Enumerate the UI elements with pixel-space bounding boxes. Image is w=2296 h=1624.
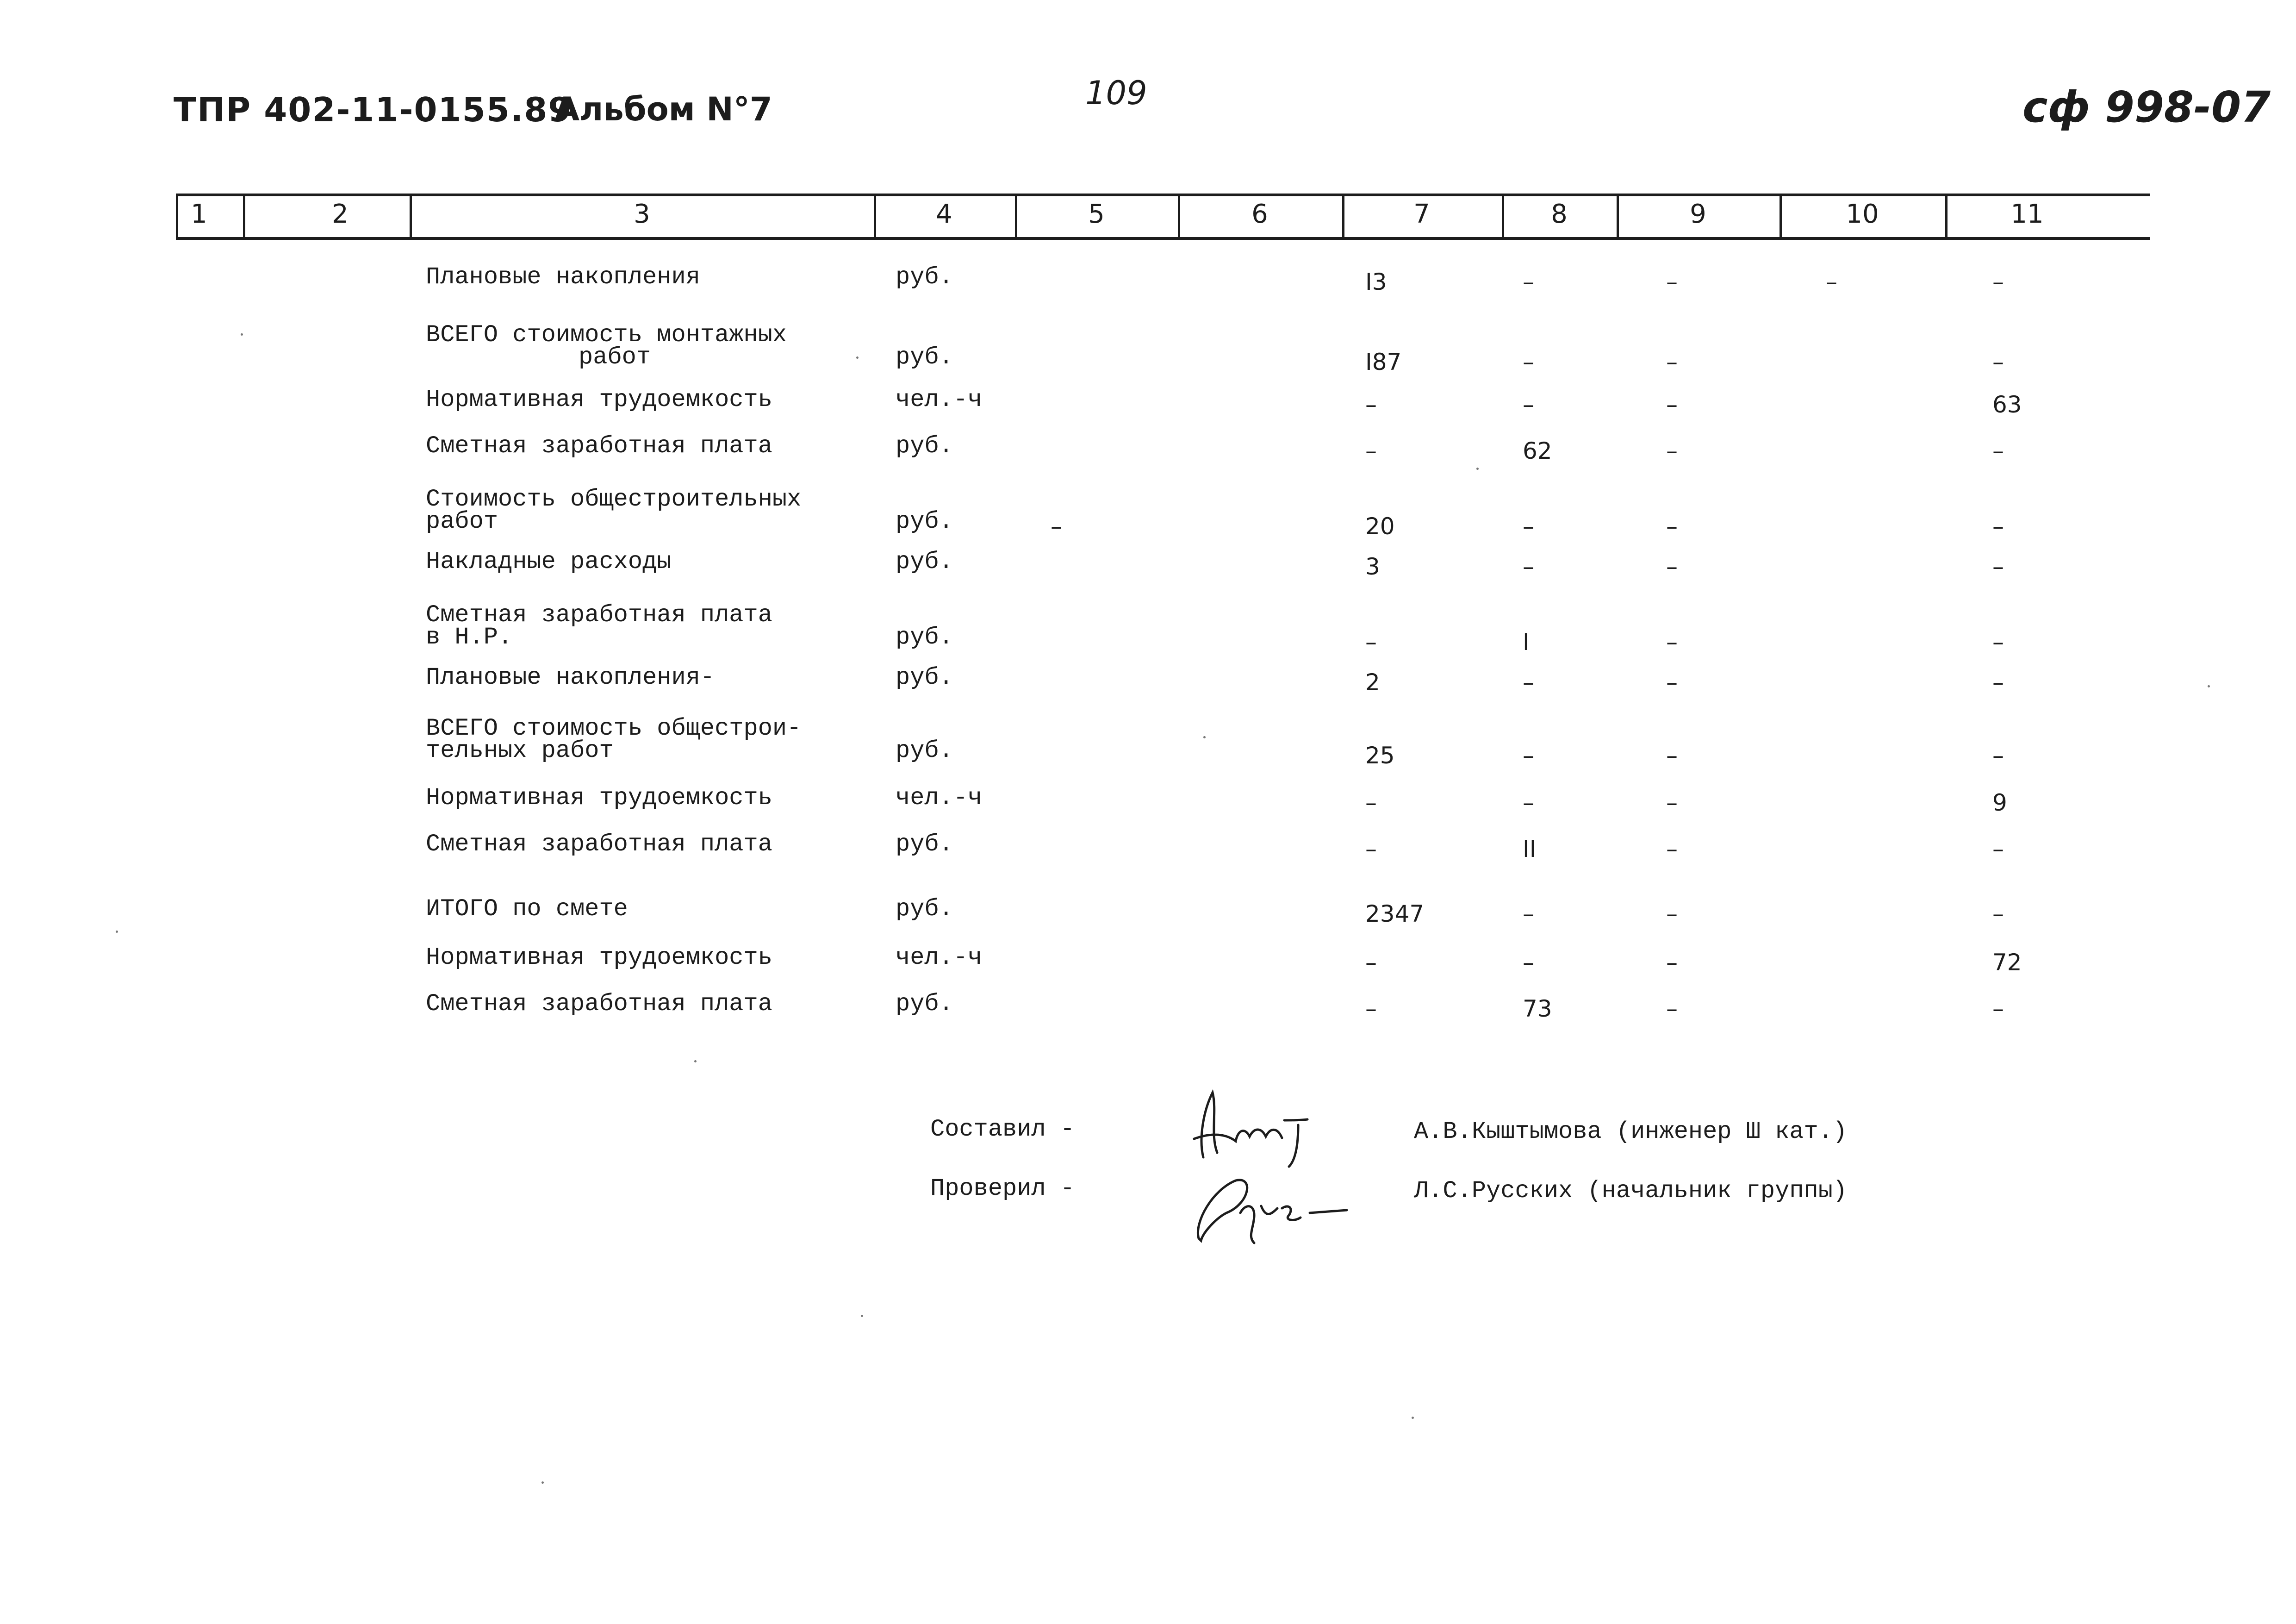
row-value-col-11: – — [1992, 269, 2004, 295]
row-value-col-7: – — [1365, 995, 1377, 1022]
row-unit: руб. — [896, 664, 953, 691]
scan-speck — [541, 1481, 544, 1484]
row-label: Нормативная трудоемкость — [426, 944, 772, 971]
row-label: Сметная заработная плата — [426, 831, 772, 858]
row-value-col-7: I3 — [1365, 269, 1387, 295]
document-code: ТПР 402-11-0155.89 — [174, 90, 572, 129]
album-label: Альбом N°7 — [554, 90, 772, 128]
row-label: Сметная заработная плата — [426, 432, 772, 460]
row-value-col-11: – — [1992, 900, 2004, 927]
row-label: Плановые накопления- — [426, 664, 715, 691]
row-value-col-7: – — [1365, 437, 1377, 464]
row-value-col-9: – — [1666, 789, 1678, 816]
scan-speck — [1476, 468, 1479, 470]
row-value-col-5: – — [1051, 513, 1062, 540]
scan-speck — [1412, 1417, 1414, 1419]
row-value-col-10: – — [1826, 269, 1837, 295]
row-value-col-9: – — [1666, 669, 1678, 696]
row-value-col-8: – — [1523, 669, 1534, 696]
row-value-col-9: – — [1666, 742, 1678, 769]
table-header-bottom-rule — [176, 237, 2150, 240]
column-divider — [1178, 194, 1180, 240]
column-divider — [1617, 194, 1619, 240]
row-label: Стоимость общестроительных — [426, 486, 802, 513]
checked-by-name: Л.С.Русских (начальник группы) — [1414, 1177, 1848, 1205]
row-value-col-8: 73 — [1523, 995, 1552, 1022]
column-number: 11 — [2010, 199, 2044, 229]
compiler-signature — [1185, 1083, 1324, 1171]
row-value-col-8: – — [1523, 349, 1534, 375]
row-value-col-8: – — [1523, 900, 1534, 927]
row-value-col-9: – — [1666, 949, 1678, 976]
row-label: Нормативная трудоемкость — [426, 386, 772, 413]
column-divider — [1780, 194, 1782, 240]
row-value-col-11: – — [1992, 995, 2004, 1022]
column-divider — [1945, 194, 1948, 240]
row-unit: руб. — [896, 990, 953, 1018]
column-number: 1 — [191, 199, 207, 229]
row-unit: руб. — [896, 344, 953, 371]
row-value-col-9: – — [1666, 553, 1678, 580]
column-number: 2 — [332, 199, 348, 229]
row-label: работ — [426, 508, 498, 535]
row-value-col-7: 3 — [1365, 553, 1380, 580]
column-number: 3 — [634, 199, 650, 229]
column-number: 6 — [1251, 199, 1268, 229]
row-value-col-11: – — [1992, 553, 2004, 580]
row-unit: руб. — [896, 737, 953, 764]
row-value-col-11: – — [1992, 349, 2004, 375]
row-label: тельных работ — [426, 737, 614, 764]
column-number: 9 — [1690, 199, 1706, 229]
row-value-col-7: 2 — [1365, 669, 1380, 696]
checker-signature — [1185, 1162, 1351, 1250]
row-value-col-11: 63 — [1992, 391, 2022, 418]
row-label: Сметная заработная плата — [426, 990, 772, 1018]
column-number: 8 — [1551, 199, 1568, 229]
table-top-rule — [176, 194, 2150, 196]
row-value-col-7: – — [1365, 836, 1377, 862]
column-number: 7 — [1413, 199, 1430, 229]
scan-speck — [1203, 736, 1206, 738]
row-unit: руб. — [896, 831, 953, 858]
compiled-by-label: Составил - — [930, 1116, 1075, 1143]
row-value-col-7: 2347 — [1365, 900, 1425, 927]
row-value-col-8: – — [1523, 553, 1534, 580]
row-value-col-8: – — [1523, 513, 1534, 540]
row-label: Плановые накопления — [426, 263, 700, 291]
scan-speck — [694, 1060, 697, 1062]
row-label: Накладные расходы — [426, 548, 672, 575]
sheet-code: сф 998-07 — [2022, 82, 2271, 132]
column-divider — [410, 194, 412, 240]
row-unit: руб. — [896, 508, 953, 535]
row-value-col-9: – — [1666, 629, 1678, 656]
row-value-col-8: 62 — [1523, 437, 1552, 464]
row-unit: чел.-ч — [896, 944, 983, 971]
row-label: ВСЕГО стоимость общестрои- — [426, 715, 802, 742]
row-value-col-9: – — [1666, 437, 1678, 464]
row-label: ВСЕГО стоимость монтажных — [426, 321, 787, 349]
row-value-col-9: – — [1666, 900, 1678, 927]
scan-speck — [856, 356, 859, 359]
row-unit: чел.-ч — [896, 784, 983, 812]
row-value-col-9: – — [1666, 349, 1678, 375]
row-label: Нормативная трудоемкость — [426, 784, 772, 812]
row-unit: руб. — [896, 548, 953, 575]
row-value-col-9: – — [1666, 513, 1678, 540]
checked-by-label: Проверил - — [930, 1175, 1075, 1202]
row-unit: руб. — [896, 624, 953, 651]
row-label: Сметная заработная плата — [426, 601, 772, 629]
column-divider — [1015, 194, 1017, 240]
row-value-col-8: – — [1523, 391, 1534, 418]
row-label: ИТОГО по смете — [426, 895, 628, 923]
scan-speck — [241, 333, 243, 336]
row-unit: руб. — [896, 263, 953, 291]
row-value-col-8: – — [1523, 269, 1534, 295]
column-divider — [1502, 194, 1504, 240]
row-value-col-11: – — [1992, 669, 2004, 696]
row-value-col-11: 9 — [1992, 789, 2007, 816]
row-value-col-7: – — [1365, 949, 1377, 976]
column-divider — [243, 194, 245, 240]
column-number: 10 — [1846, 199, 1879, 229]
compiled-by-name: А.В.Кыштымова (инженер Ш кат.) — [1414, 1118, 1848, 1145]
row-unit: руб. — [896, 432, 953, 460]
column-divider — [874, 194, 876, 240]
row-value-col-7: 25 — [1365, 742, 1395, 769]
row-value-col-8: – — [1523, 949, 1534, 976]
row-value-col-7: I87 — [1365, 349, 1402, 375]
column-divider — [1342, 194, 1344, 240]
row-label: в Н.Р. — [426, 624, 513, 651]
scan-speck — [2208, 685, 2210, 687]
row-value-col-7: – — [1365, 629, 1377, 656]
scan-speck — [861, 1315, 863, 1317]
row-value-col-9: – — [1666, 995, 1678, 1022]
row-value-col-9: – — [1666, 269, 1678, 295]
row-value-col-7: – — [1365, 789, 1377, 816]
row-value-col-8: II — [1523, 836, 1537, 862]
row-value-col-8: – — [1523, 789, 1534, 816]
row-unit: чел.-ч — [896, 386, 983, 413]
row-unit: руб. — [896, 895, 953, 923]
row-value-col-11: – — [1992, 629, 2004, 656]
page-number: 109 — [1085, 74, 1147, 112]
row-value-col-11: – — [1992, 513, 2004, 540]
row-value-col-8: – — [1523, 742, 1534, 769]
row-label: работ — [579, 344, 651, 371]
row-value-col-7: – — [1365, 391, 1377, 418]
scan-speck — [116, 931, 118, 933]
row-value-col-9: – — [1666, 391, 1678, 418]
row-value-col-11: – — [1992, 742, 2004, 769]
row-value-col-11: 72 — [1992, 949, 2022, 976]
row-value-col-11: – — [1992, 836, 2004, 862]
column-number: 4 — [936, 199, 952, 229]
row-value-col-7: 20 — [1365, 513, 1395, 540]
row-value-col-8: I — [1523, 629, 1530, 656]
row-value-col-11: – — [1992, 437, 2004, 464]
row-value-col-9: – — [1666, 836, 1678, 862]
column-number: 5 — [1088, 199, 1105, 229]
